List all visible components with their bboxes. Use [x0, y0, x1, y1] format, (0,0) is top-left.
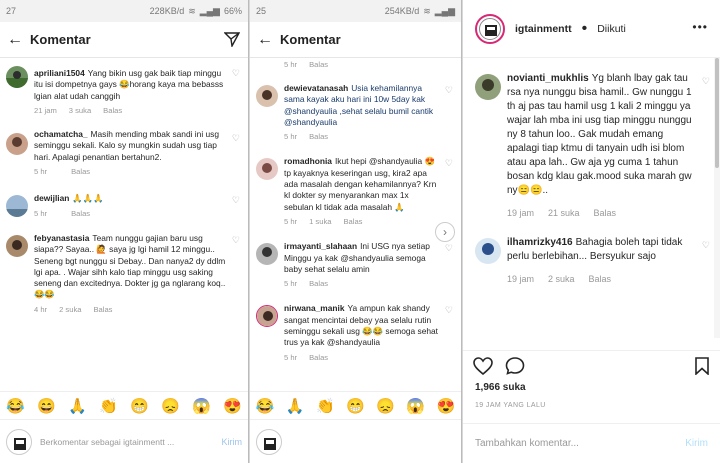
like-heart-icon[interactable]: ♡	[444, 85, 453, 95]
like-heart-icon[interactable]: ♡	[701, 240, 710, 250]
comment-time: 4 hr	[34, 304, 48, 314]
like-heart-icon[interactable]: ♡	[444, 158, 453, 169]
reply-button[interactable]: Balas	[588, 274, 612, 284]
emoji-button[interactable]: 👏	[316, 397, 335, 415]
comment-composer	[250, 419, 461, 463]
comment-time: 21 jam	[34, 105, 57, 115]
like-count[interactable]: 1,966 suka	[475, 382, 526, 393]
comment-time: 5 hr	[284, 132, 298, 142]
comment	[0, 177, 248, 219]
comment-likes[interactable]: 3 suka	[68, 105, 92, 115]
comment-time: 5 hr	[34, 208, 48, 218]
avatar[interactable]	[475, 74, 501, 100]
comments-screen-2	[250, 0, 462, 463]
emoji-button[interactable]: 😍	[436, 397, 456, 415]
add-comment-input[interactable]: Tambahkan komentar...	[475, 438, 579, 449]
comment-time: 5 hr	[284, 60, 298, 69]
header	[0, 22, 248, 58]
reply-button[interactable]: Balas	[309, 60, 329, 69]
like-heart-icon[interactable]: ♡	[444, 305, 453, 316]
emoji-button[interactable]: 😄	[37, 397, 56, 415]
avatar	[256, 429, 282, 455]
scrollbar-thumb[interactable]	[715, 58, 719, 168]
post-actions	[463, 350, 720, 380]
emoji-button[interactable]: 🙏	[285, 397, 305, 415]
comment-text: Yg blanh lbay gak tau rsa nya nunggu bisa hamil.. Gw nunggu 1 th aj pas tau hamil usg 1 kali 2 minggu ya wajar lah mba ini usg tiap minggu nunggu ny 8 tahun loo.. Gak mudah emang apalagi tiap ktmu di tanyain udh isi blom atau apa lah.. Gw aja yg cuma 1 tahun bosan kdg klau gak.mood suka marah gw ny😑😑..	[507, 73, 692, 196]
emoji-button[interactable]: 😁	[130, 397, 149, 415]
comment-username[interactable]: romadhonia	[284, 156, 332, 167]
emoji-bar	[250, 391, 461, 419]
comment	[250, 69, 461, 142]
comment-time: 19 jam	[507, 208, 535, 218]
comment-likes[interactable]: 2 suka	[548, 274, 575, 284]
comment	[250, 227, 461, 289]
back-arrow-icon[interactable]: ←	[257, 30, 273, 48]
status-bar	[250, 0, 461, 22]
avatar[interactable]	[6, 195, 28, 217]
comment-likes[interactable]: 2 suka	[59, 304, 82, 314]
comment-bubble-icon[interactable]	[505, 357, 525, 375]
comment-text: Usia kehamilannya sama kayak aku hari ini 10w 5day kak @shandyaulia ,sehat selalu bumil cantik @shandyaulia	[284, 83, 434, 127]
post-comments-desktop	[463, 0, 720, 463]
more-options-icon[interactable]: •••	[692, 20, 708, 34]
comment-text: Yang bikin usg gak baik tiap minggu itu isi dompetnya gays 😂horang kaya ma bebasss lgian alat udah canggih	[34, 68, 224, 101]
send-icon[interactable]	[224, 31, 240, 47]
signal-icon: ▂▄▆	[199, 5, 220, 16]
comment	[250, 142, 461, 227]
like-heart-icon[interactable]: ♡	[231, 234, 240, 245]
comment-username[interactable]: dewijlian	[34, 193, 70, 204]
avatar[interactable]	[6, 133, 28, 155]
post-button[interactable]: Kirim	[685, 438, 708, 449]
reply-button[interactable]: Balas	[309, 352, 329, 362]
comment-username[interactable]: dewievatanasah	[284, 83, 349, 93]
reply-button[interactable]: Balas	[71, 208, 91, 218]
reply-button[interactable]: Balas	[309, 132, 329, 142]
comments-screen-1	[0, 0, 249, 463]
comment-username[interactable]: irmayanti_slahaan	[284, 241, 358, 252]
profile-avatar[interactable]	[475, 14, 505, 44]
comment-likes[interactable]: 1 suka	[309, 216, 332, 226]
comment	[250, 289, 461, 362]
avatar[interactable]	[256, 305, 278, 327]
comment	[463, 220, 720, 286]
comment-text: Team nunggu gajian baru usg siapa?? Sayaa.. 🙋 saya jg lgi hamil 12 minggu.. Seneng bgt nunggu si Debay.. Dan nanya2 dy ddlm lgi apa. . Wajar sihh kalo tiap minggu usg saking seneng dan excitednya. Dokter jg ga nglarang koq.. 😂😂	[34, 232, 226, 300]
status-bar	[0, 0, 248, 22]
comment-text: Ya ampun kak shandy sangat mencintai debay yaa selalu rutin seminggu sekali usg 😂😂 semoga sehat trus ya kak @shandyaulia	[284, 303, 439, 348]
avatar[interactable]	[256, 158, 278, 180]
battery-level: 66%	[223, 6, 242, 16]
follow-status-button[interactable]: Diikuti	[597, 22, 626, 35]
comment-username[interactable]: apriliani1504	[34, 68, 85, 78]
comment-likes[interactable]: 21 suka	[548, 208, 580, 218]
clock: 27	[6, 6, 17, 16]
comment-input[interactable]: Berkomentar sebagai igtainmentt ...	[40, 436, 175, 447]
scrollbar[interactable]	[714, 58, 720, 338]
emoji-button[interactable]: 😂	[6, 397, 25, 415]
next-arrow-icon[interactable]: ›	[435, 222, 455, 242]
comment-text: Bahagia boleh tapi tidak perlu berlebihan... Bersyukur sajo	[507, 237, 683, 262]
comment-time: 5 hr	[34, 167, 48, 177]
reply-button[interactable]: Balas	[343, 216, 363, 226]
back-arrow-icon[interactable]: ←	[7, 30, 23, 48]
header	[250, 22, 461, 58]
reply-button[interactable]: Balas	[309, 279, 329, 289]
comment	[0, 219, 248, 315]
emoji-button[interactable]: 😁	[346, 397, 365, 415]
emoji-bar	[0, 391, 248, 419]
comment-username[interactable]: ochamatcha_	[34, 129, 88, 140]
network-speed: 254KB/d	[384, 6, 420, 16]
emoji-button[interactable]: 🙏	[68, 397, 87, 415]
reply-button[interactable]: Balas	[71, 167, 91, 177]
like-heart-icon[interactable]	[473, 357, 493, 375]
emoji-button[interactable]: 😱	[192, 397, 211, 415]
like-heart-icon[interactable]: ♡	[231, 68, 240, 78]
avatar[interactable]	[6, 66, 28, 88]
emoji-button[interactable]: 😱	[406, 397, 426, 415]
comment-time: 5 hr	[284, 216, 298, 226]
like-heart-icon[interactable]: ♡	[231, 133, 240, 144]
reply-button[interactable]: Balas	[593, 208, 617, 218]
page-title: Komentar	[280, 32, 341, 47]
like-heart-icon[interactable]: ♡	[231, 195, 240, 206]
add-comment-bar	[463, 423, 720, 463]
comment-username[interactable]: ilhamrizky416	[507, 237, 573, 248]
like-heart-icon[interactable]: ♡	[701, 76, 710, 86]
like-heart-icon[interactable]: ♡	[444, 243, 453, 254]
comment-text: Ini USG nya setiap Minggu ya kak @shandyaulia semoga baby sehat selalu amin	[284, 241, 430, 274]
comment	[0, 116, 248, 177]
emoji-button[interactable]: 😞	[161, 397, 180, 415]
page-title: Komentar	[30, 32, 91, 47]
comment-text: Ikut hepi @shandyaulia 😍 tp kayaknya keseringan usg, kira2 apa ada masalah dengan kehamilannya? Krn kl dokter sy menyarankan max 1x sebulan kl tidak ada masalah 🙏	[284, 156, 437, 212]
comment-time: 5 hr	[284, 352, 298, 362]
comment-username[interactable]: novianti_mukhlis	[507, 73, 589, 84]
avatar[interactable]	[475, 238, 501, 264]
comment	[463, 58, 720, 220]
comment-time: 5 hr	[284, 279, 298, 289]
post-header	[463, 0, 720, 58]
profile-username[interactable]: igtainmentt	[515, 22, 572, 35]
comment-meta	[250, 58, 461, 69]
comment-text: 🙏🙏🙏	[72, 193, 104, 204]
emoji-button[interactable]: 😍	[223, 397, 242, 415]
avatar[interactable]	[6, 235, 28, 257]
wifi-icon: ≋	[188, 5, 196, 16]
reply-button[interactable]: Balas	[103, 105, 123, 115]
comment	[0, 58, 248, 116]
comment-username[interactable]: febyanastasia	[34, 232, 90, 243]
post-date: 19 JAM YANG LALU	[475, 402, 546, 409]
emoji-button[interactable]: 😂	[255, 397, 275, 415]
avatar[interactable]	[256, 243, 278, 265]
comment-text: Masih mending mbak sandi ini usg seminggu sekali. Kalo sy mungkin sudah usg tiap hari. Apalagi penantian bertahun2.	[34, 129, 220, 162]
emoji-button[interactable]: 😞	[376, 397, 395, 415]
comment-composer	[0, 419, 248, 463]
comment-username[interactable]: nirwana_manik	[284, 303, 345, 314]
clock: 25	[256, 6, 267, 16]
emoji-button[interactable]: 👏	[99, 397, 118, 415]
signal-icon: ▂▄▆	[434, 5, 455, 16]
comment-time: 19 jam	[507, 274, 535, 284]
avatar[interactable]	[256, 85, 278, 107]
post-button[interactable]: Kirim	[221, 436, 242, 447]
reply-button[interactable]: Balas	[93, 304, 113, 314]
separator-dot: •	[581, 19, 588, 37]
avatar	[6, 429, 32, 455]
network-speed: 228KB/d	[149, 6, 185, 16]
bookmark-icon[interactable]	[694, 357, 710, 375]
wifi-icon: ≋	[423, 5, 431, 16]
